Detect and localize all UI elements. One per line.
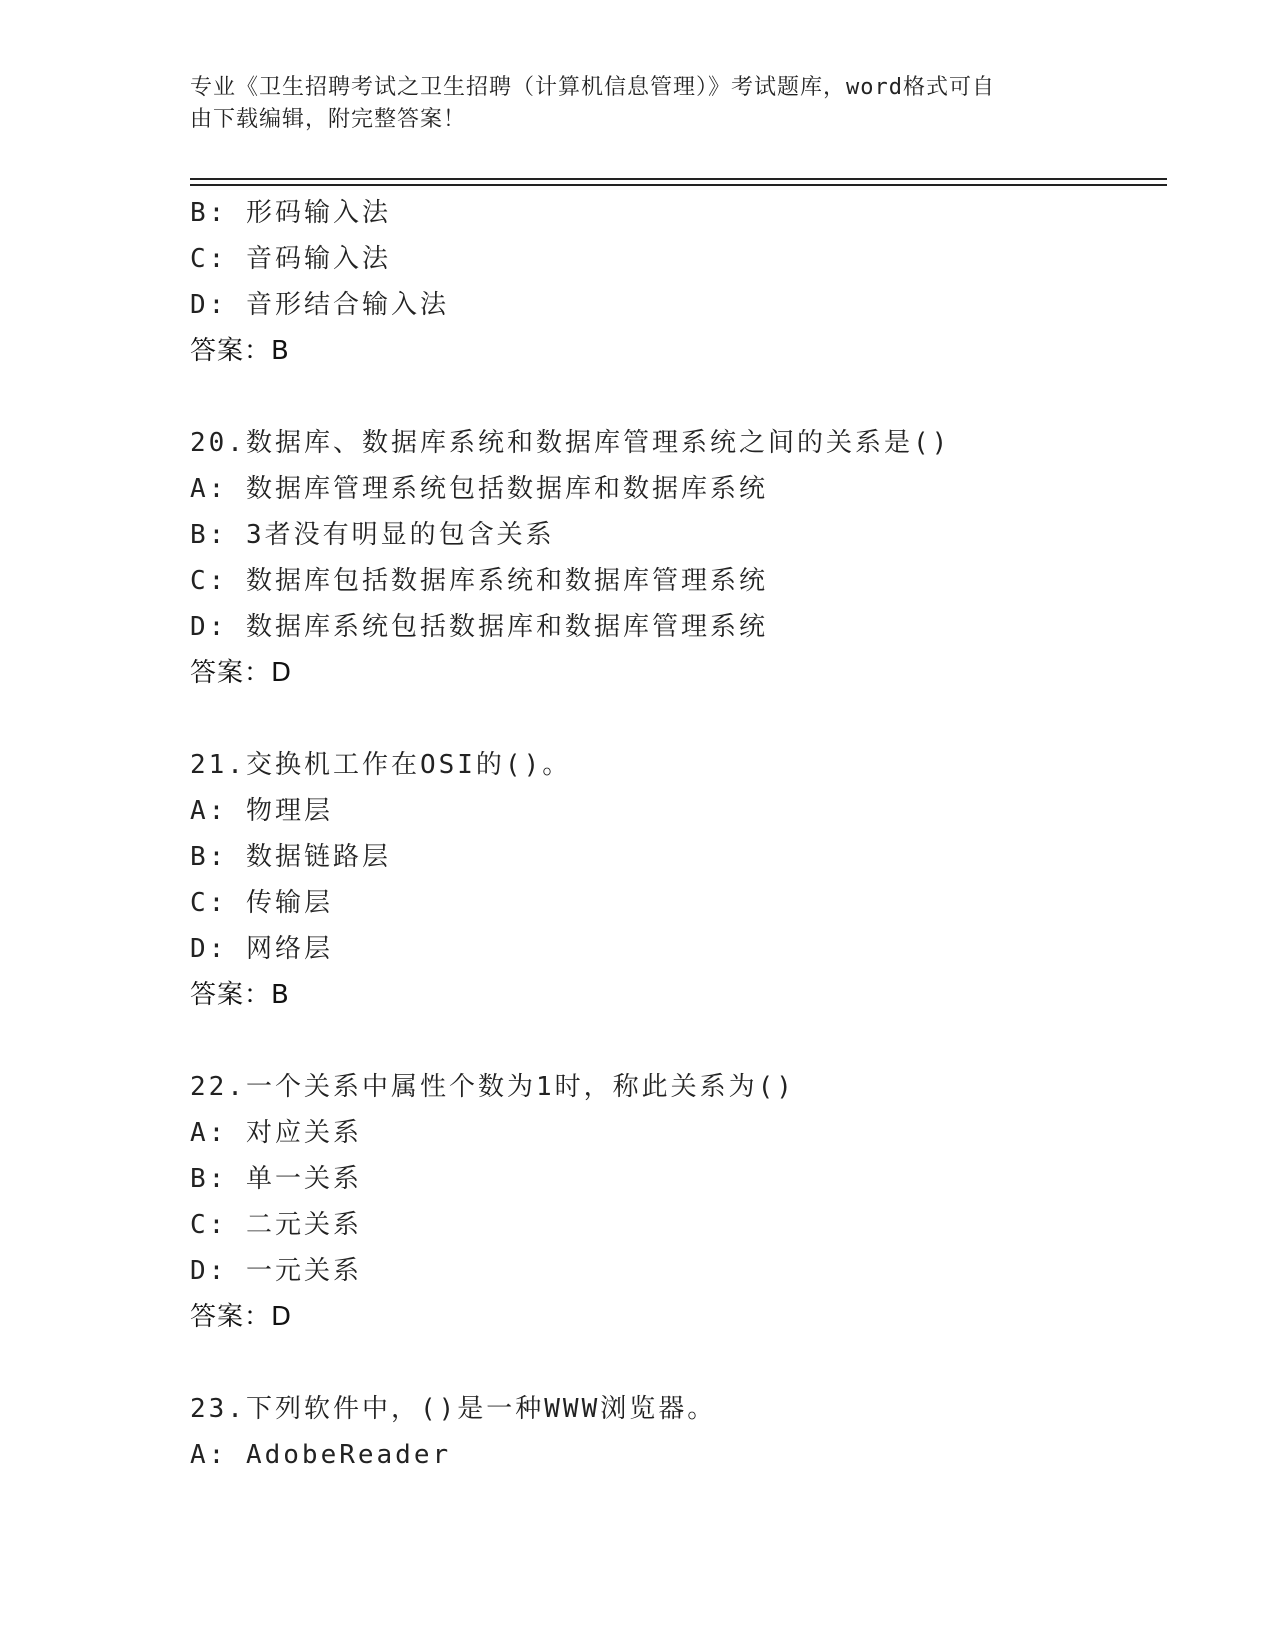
- option-c: C: 二元关系: [190, 1210, 362, 1240]
- option-d: D: 数据库系统包括数据库和数据库管理系统: [190, 612, 768, 642]
- question-block-19: [190, 190, 1190, 374]
- question-stem: 23.下列软件中，()是一种WWW浏览器。: [190, 1394, 717, 1424]
- question-spacer: [190, 696, 1190, 742]
- question-block-22: [190, 1064, 1190, 1340]
- option-a: A: 数据库管理系统包括数据库和数据库系统: [190, 474, 768, 504]
- answer-line: 答案：D: [190, 1302, 293, 1332]
- option-d: D: 一元关系: [190, 1256, 362, 1286]
- question-list: [190, 190, 1190, 1478]
- header-divider-top: [190, 178, 1167, 180]
- header-line-2: 由下载编辑，附完整答案！: [190, 107, 467, 132]
- option-c: C: 数据库包括数据库系统和数据库管理系统: [190, 566, 768, 596]
- header-divider-bottom: [190, 184, 1167, 186]
- question-stem: 22.一个关系中属性个数为1时，称此关系为(): [190, 1072, 795, 1102]
- option-b: B: 3者没有明显的包含关系: [190, 520, 555, 550]
- option-a: A: 对应关系: [190, 1118, 362, 1148]
- question-stem: 21.交换机工作在OSI的()。: [190, 750, 572, 780]
- option-c: C: 传输层: [190, 888, 333, 918]
- answer-line: 答案：B: [190, 980, 290, 1010]
- question-spacer: [190, 1340, 1190, 1386]
- question-spacer: [190, 1018, 1190, 1064]
- answer-line: 答案：D: [190, 658, 293, 688]
- header-line-1: 专业《卫生招聘考试之卫生招聘（计算机信息管理）》考试题库，word格式可自: [190, 75, 995, 100]
- option-a: A: AdobeReader: [190, 1440, 452, 1470]
- question-block-20: [190, 420, 1190, 696]
- option-d: D: 音形结合输入法: [190, 290, 449, 320]
- question-block-23: [190, 1386, 1190, 1478]
- option-b: B: 形码输入法: [190, 198, 391, 228]
- option-c: C: 音码输入法: [190, 244, 391, 274]
- question-spacer: [190, 374, 1190, 420]
- option-a: A: 物理层: [190, 796, 333, 826]
- option-b: B: 数据链路层: [190, 842, 391, 872]
- question-block-21: [190, 742, 1190, 1018]
- answer-line: 答案：B: [190, 336, 290, 366]
- document-header: [190, 72, 1090, 136]
- question-stem: 20.数据库、数据库系统和数据库管理系统之间的关系是(): [190, 428, 951, 458]
- option-b: B: 单一关系: [190, 1164, 362, 1194]
- option-d: D: 网络层: [190, 934, 333, 964]
